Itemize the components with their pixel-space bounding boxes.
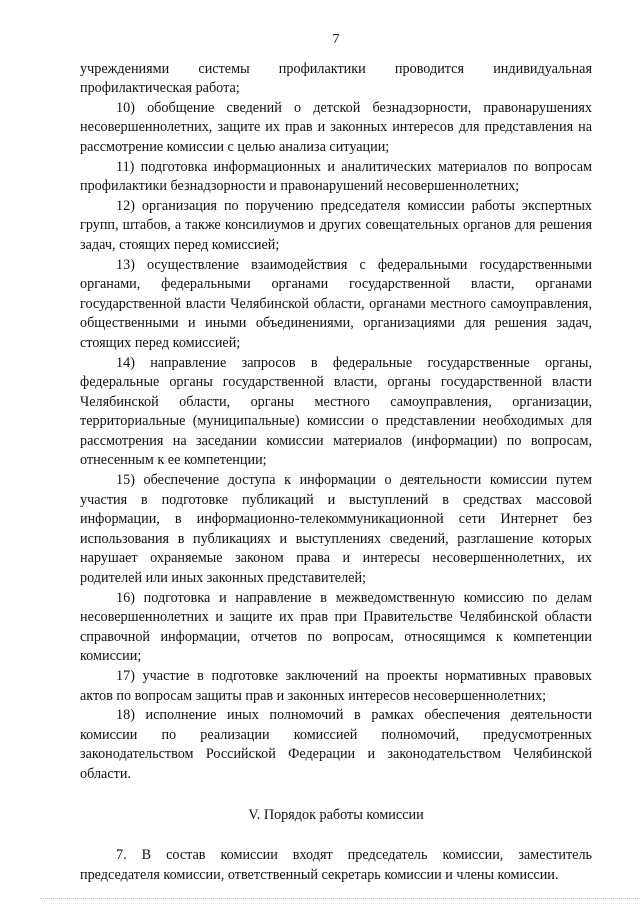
document-page (80, 30, 592, 885)
section-heading: V. Порядок работы комиссии (248, 806, 424, 823)
paragraph: 13) осуществление взаимодействия с федеральными государственными органами, федеральными органами государственной власти, органами государственной власти Челябинской области, органами местного самоуправления, общественными и иными объединениями, организациями для решения задач, стоящих перед комиссией; (80, 256, 592, 351)
paragraph: 10) обобщение сведений о детской безнадзорности, правонарушениях несовершеннолетних, защите их прав и законных интересов для представления на рассмотрение комиссии с целью анализа ситуации; (80, 99, 592, 155)
paragraph: 15) обеспечение доступа к информации о деятельности комиссии путем участия в подготовке публикаций и выступлений в средствах массовой информации, в информационно-телекоммуникационной сети Интернет без использования в публикациях и выступлениях сведений, разглашение которых нарушает охраняемые законом права и интересы несовершеннолетних, их родителей или иных законных представителей; (80, 472, 592, 587)
paragraphs-after (80, 846, 592, 885)
paragraph: 17) участие в подготовке заключений на проекты нормативных правовых актов по вопросам защиты прав и законных интересов несовершеннолетних; (80, 668, 592, 704)
paragraph: 7. В состав комиссии входят председатель комиссии, заместитель председателя комиссии, ответственный секретарь комиссии и члены комиссии. (80, 847, 592, 883)
paragraph: 16) подготовка и направление в межведомственную комиссию по делам несовершеннолетних и защите их прав при Правительстве Челябинской области справочной информации, отчетов по вопросам, относящимся к компетенции комиссии; (80, 589, 592, 665)
paragraphs-before (80, 60, 592, 785)
paragraph: учреждениями системы профилактики проводится индивидуальная профилактическая работа; (80, 60, 592, 97)
paragraph: 11) подготовка информационных и аналитических материалов по вопросам профилактики безнадзорности и правонарушений несовершеннолетних; (80, 158, 592, 195)
paragraph: 12) организация по поручению председателя комиссии работы экспертных групп, штабов, а также консилиумов и других совещательных органов для решения задач, стоящих перед комиссией; (80, 197, 592, 253)
page-number: 7 (332, 32, 340, 47)
page-bottom-divider (40, 898, 640, 899)
paragraph: 18) исполнение иных полномочий в рамках обеспечения деятельности комиссии по реализации комиссией полномочий, предусмотренных законодательством Российской Федерации и законодательством Челябинской области. (80, 707, 592, 782)
paragraph: 14) направление запросов в федеральные государственные органы, федеральные органы государственной власти, органы государственной власти Челябинской области, органы местного самоуправления, организации, территориальные (муниципальные) комиссии о представлении необходимых для рассмотрения на заседании комиссии материалов (информации) по вопросам, отнесенным к ее компетенции; (80, 354, 592, 469)
